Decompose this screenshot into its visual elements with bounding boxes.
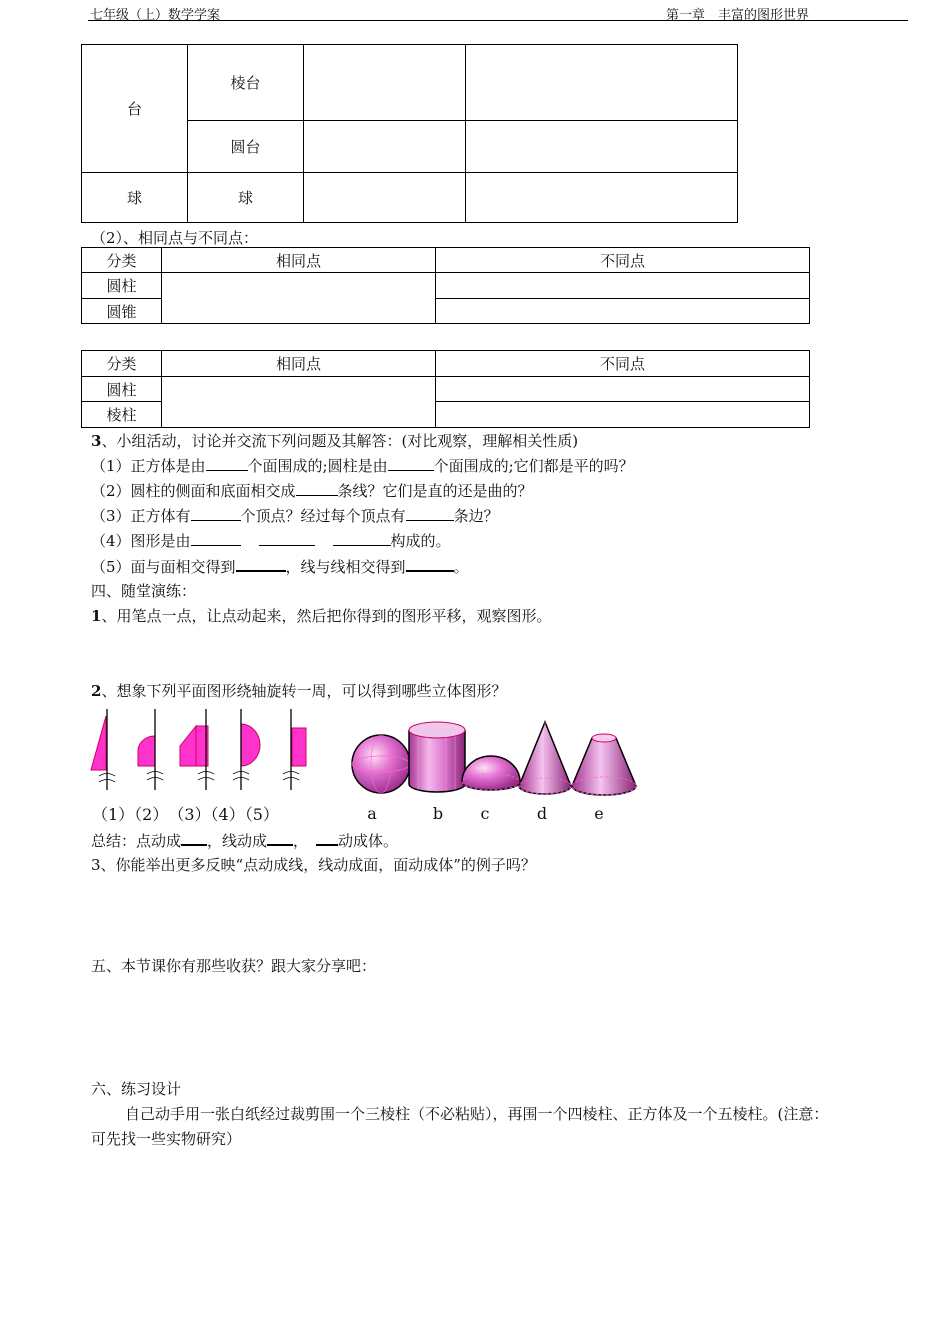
shape-3-trapezoid	[180, 709, 214, 790]
col-header-diff: 不同点	[436, 248, 810, 273]
question-1: （1）正方体是由 个面围成的;圆柱是由 个面围成的;它们都是平的吗？	[91, 457, 634, 475]
col-header-same: 相同点	[162, 248, 436, 273]
same-cell[interactable]	[162, 273, 436, 324]
row-label: 圆锥	[82, 299, 162, 324]
answer-blank[interactable]	[267, 830, 293, 846]
section-6-title: 六、练习设计	[91, 1080, 182, 1098]
practice-title: 四、随堂演练：	[91, 582, 197, 600]
answer-blank[interactable]	[181, 830, 207, 846]
solid-e-frustum	[572, 734, 636, 795]
col-header-category: 分类	[82, 248, 162, 273]
row-label: 圆柱	[82, 273, 162, 299]
diff-cell[interactable]	[436, 377, 810, 402]
compare-table-cylinder-prism	[81, 350, 810, 428]
section-6-line-2: 可先找一些实物研究）	[91, 1130, 242, 1148]
answer-blank[interactable]	[296, 481, 338, 496]
col-header-same: 相同点	[162, 351, 436, 377]
empty-cell[interactable]	[304, 173, 466, 223]
same-cell[interactable]	[162, 377, 436, 428]
solids-figure	[348, 716, 640, 798]
shape-labels: （1）（2） （3）（4）（5）	[92, 805, 279, 824]
practice-1: 1、用笔点一点，让点动起来，然后把你得到的图形平移，观察图形。	[91, 607, 552, 625]
diff-cell[interactable]	[436, 299, 810, 324]
shape-1-triangle	[91, 709, 115, 790]
activity-title: 3、小组活动，讨论并交流下列问题及其解答：(对比观察，理解相关性质)	[91, 432, 579, 450]
shape-5-rectangle	[283, 709, 306, 790]
diff-cell[interactable]	[436, 273, 810, 299]
solid-label-d: d	[536, 804, 548, 823]
solid-a-sphere	[352, 735, 410, 793]
solid-label-a: a	[367, 804, 377, 823]
shape-2-quarter-circle	[138, 709, 163, 790]
practice-2: 2、想象下列平面图形绕轴旋转一周，可以得到哪些立体图形？	[91, 682, 507, 700]
header-rule	[88, 20, 908, 21]
solid-b-cylinder	[409, 722, 465, 792]
row-qiu: 球	[188, 173, 304, 223]
section-2-title: （2）、相同点与不同点：	[91, 229, 259, 247]
section-6-line-1: 自己动手用一张白纸经过裁剪围一个三棱柱（不必粘贴），再围一个四棱柱、正方体及一个五棱柱。(注意：	[125, 1105, 829, 1123]
empty-cell[interactable]	[466, 121, 738, 173]
solid-d-cone	[519, 722, 571, 794]
row-label: 棱柱	[82, 402, 162, 428]
question-2: （2）圆柱的侧面和底面相交成 条线？它们是直的还是曲的？	[91, 482, 533, 500]
header-left: 七年级（上）数学学案	[90, 8, 221, 23]
question-4: （4）图形是由 构成的。	[91, 532, 451, 550]
answer-blank[interactable]	[388, 456, 434, 471]
compare-table-cylinder-cone	[81, 247, 810, 324]
group-qiu: 球	[82, 173, 188, 223]
answer-blank[interactable]	[316, 830, 338, 846]
empty-cell[interactable]	[466, 173, 738, 223]
group-tai: 台	[82, 45, 188, 173]
answer-blank[interactable]	[406, 556, 454, 572]
empty-cell[interactable]	[304, 121, 466, 173]
section-5-title: 五、本节课你有那些收获？跟大家分享吧：	[91, 957, 377, 975]
question-3: （3）正方体有 个顶点？经过每个顶点有 条边？	[91, 507, 499, 525]
solid-label-b: b	[432, 804, 444, 823]
empty-cell[interactable]	[466, 45, 738, 121]
answer-blank[interactable]	[206, 456, 248, 471]
row-lengtai: 棱台	[188, 45, 304, 121]
row-label: 圆柱	[82, 377, 162, 402]
practice-3: 3、你能举出更多反映“点动成线，线动成面，面动成体”的例子吗？	[91, 856, 536, 874]
answer-blank[interactable]	[333, 531, 391, 546]
answer-blank[interactable]	[236, 556, 286, 572]
answer-blank[interactable]	[191, 531, 241, 546]
solids-table	[81, 44, 738, 223]
col-header-diff: 不同点	[436, 351, 810, 377]
answer-blank[interactable]	[259, 531, 315, 546]
shape-4-semicircle	[233, 709, 260, 790]
empty-cell[interactable]	[304, 45, 466, 121]
question-5: （5）面与面相交得到 ，线与线相交得到 。	[91, 558, 469, 576]
col-header-category: 分类	[82, 351, 162, 377]
plane-shapes-figure	[86, 706, 316, 794]
solid-c-hemisphere	[462, 756, 520, 790]
header-right: 第一章 丰富的图形世界	[666, 8, 810, 23]
answer-blank[interactable]	[191, 506, 241, 521]
solid-label-e: e	[594, 804, 604, 823]
answer-blank[interactable]	[406, 506, 454, 521]
diff-cell[interactable]	[436, 402, 810, 428]
row-yuantai: 圆台	[188, 121, 304, 173]
solid-label-c: c	[480, 804, 490, 823]
summary-line: 总结：点动成 ，线动成 ， 动成体。	[91, 832, 399, 850]
